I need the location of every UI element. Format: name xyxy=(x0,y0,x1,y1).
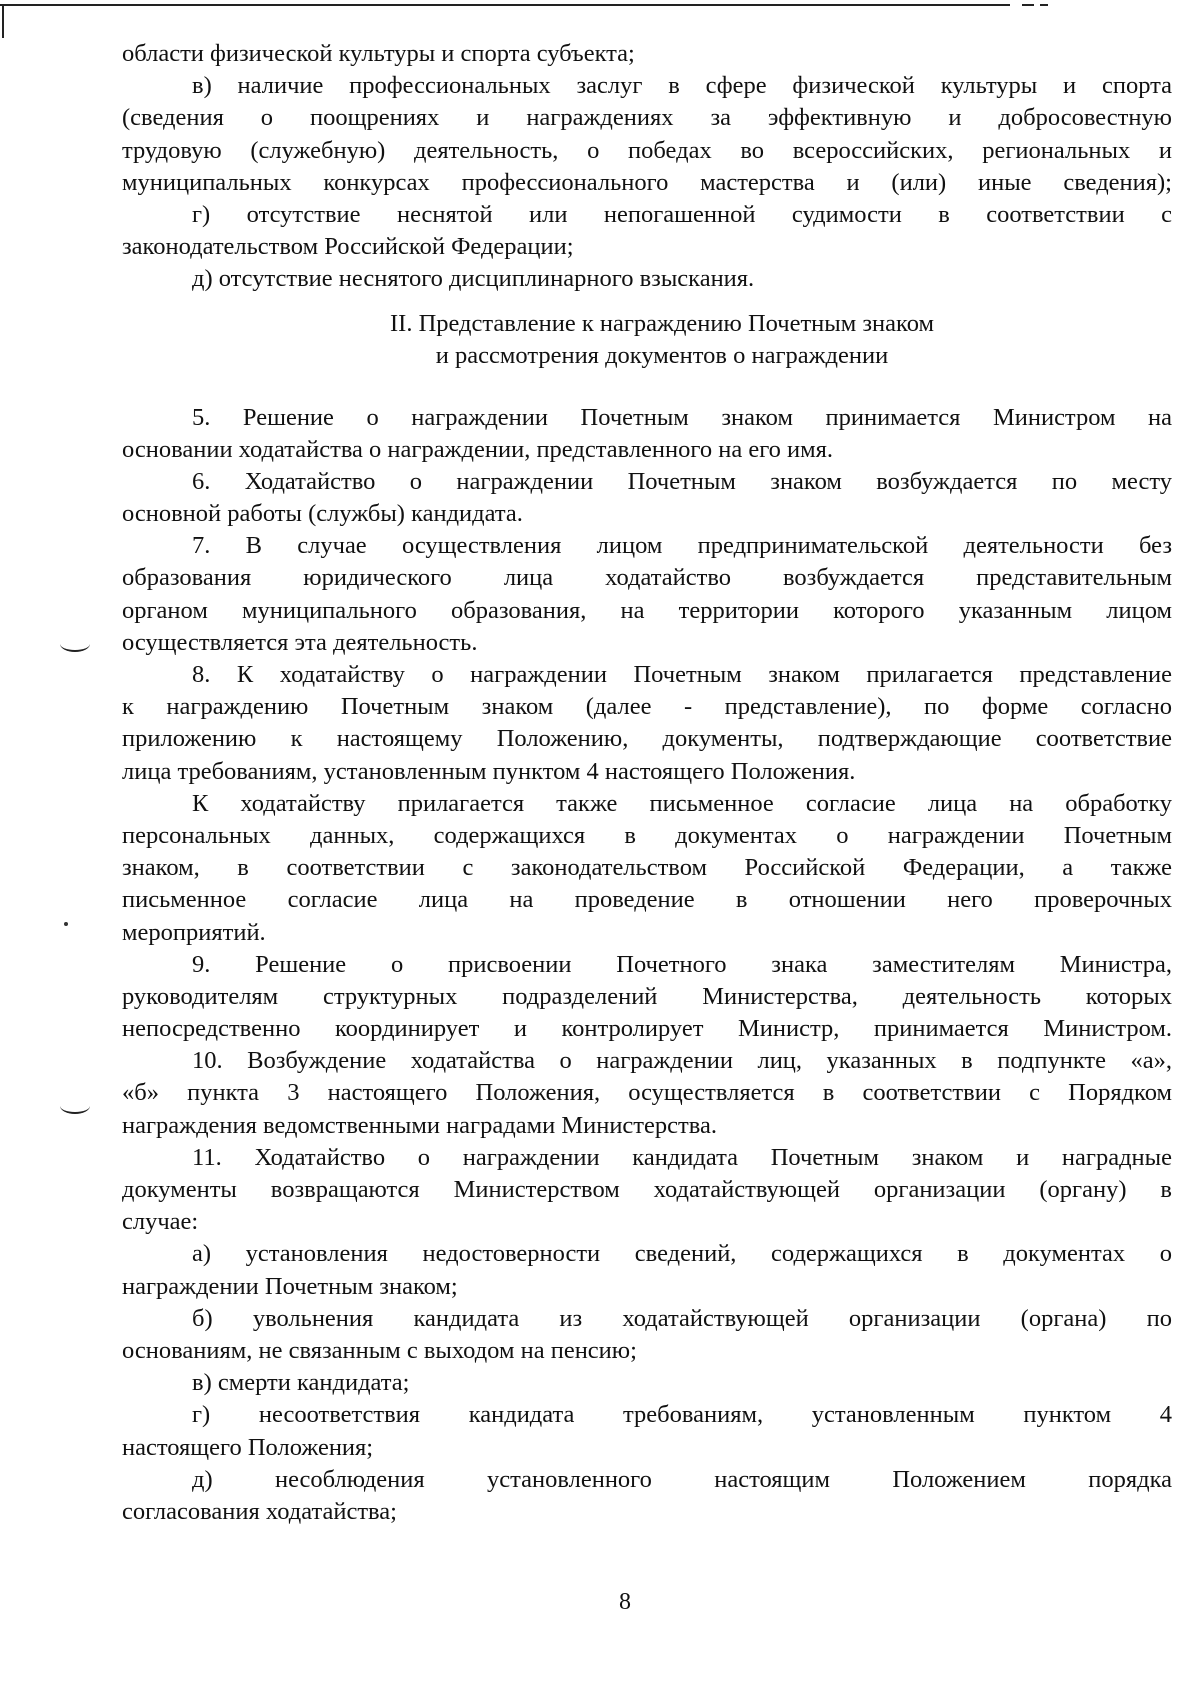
text-line: согласования ходатайства; xyxy=(122,1497,397,1525)
text-line: знаком, в соответствии с законодательством Российской Федерации, а также xyxy=(122,854,1172,882)
text-line: случае: xyxy=(122,1208,199,1236)
text-line: основной работы (службы) кандидата. xyxy=(122,500,523,528)
text-line: мероприятий. xyxy=(122,918,266,946)
text-line: 6. Ходатайство о награждении Почетным знаком возбуждается по месту xyxy=(192,467,1172,495)
text-line: в) смерти кандидата; xyxy=(192,1369,410,1397)
text-line: г) отсутствие неснятой или непогашенной судимости в соответствии с xyxy=(192,200,1172,228)
text-line: г) несоответствия кандидата требованиям, установленным пунктом 4 xyxy=(192,1401,1172,1429)
scan-speck xyxy=(64,922,68,926)
scan-border-left xyxy=(2,4,4,38)
text-line: документы возвращаются Министерством ходатайствующей организации (органу) в xyxy=(122,1176,1172,1203)
text-line: основании ходатайства о награждении, представленного на его имя. xyxy=(122,435,834,463)
text-line: непосредственно координирует и контролирует Министр, принимается Министром. xyxy=(122,1015,1172,1043)
text-line: к награждению Почетным знаком (далее - представление), по форме согласно xyxy=(122,693,1172,721)
text-line: К ходатайству прилагается также письменное согласие лица на обработку xyxy=(192,789,1172,817)
text-line: муниципальных конкурсах профессионального мастерства и (или) иные сведения); xyxy=(122,168,1172,196)
scan-border-top xyxy=(0,4,1010,6)
text-line: области физической культуры и спорта субъекта; xyxy=(122,40,635,67)
text-line: настоящего Положения; xyxy=(122,1433,374,1461)
text-line: (сведения о поощрениях и награждениях за эффективную и добросовестную xyxy=(122,104,1172,132)
scan-border-dash xyxy=(1022,4,1034,6)
text-line: 5. Решение о награждении Почетным знаком принимается Министром на xyxy=(192,403,1172,431)
text-line: приложению к настоящему Положению, документы, подтверждающие соответствие xyxy=(122,725,1172,753)
text-line: б) увольнения кандидата из ходатайствующей организации (органа) по xyxy=(192,1304,1172,1332)
text-line: законодательством Российской Федерации; xyxy=(122,233,574,261)
text-line: письменное согласие лица на проведение в отношении него проверочных xyxy=(122,886,1172,914)
text-line: трудовую (служебную) деятельность, о победах во всероссийских, региональных и xyxy=(122,136,1172,164)
text-line: лица требованиям, установленным пунктом 4 настоящего Положения. xyxy=(122,757,856,785)
section-body xyxy=(122,402,1172,1529)
text-line: 7. В случае осуществления лицом предпринимательской деятельности без xyxy=(192,532,1172,560)
text-line: д) несоблюдения установленного настоящим Положением порядка xyxy=(192,1465,1172,1493)
page-number: 8 xyxy=(619,1589,631,1615)
intro-section xyxy=(122,38,1172,296)
scan-border-dash xyxy=(1040,4,1048,6)
section-heading-line-2: и рассмотрения документов о награждении xyxy=(435,341,889,369)
text-line: в) наличие профессиональных заслуг в сфере физической культуры и спорта xyxy=(192,72,1172,100)
text-line: 9. Решение о присвоении Почетного знака заместителям Министра, xyxy=(192,950,1172,978)
text-line: 11. Ходатайство о награждении кандидата Почетным знаком и наградные xyxy=(192,1143,1172,1171)
text-line: 8. К ходатайству о награждении Почетным знаком прилагается представление xyxy=(192,661,1172,688)
text-line: осуществляется эта деятельность. xyxy=(122,628,478,656)
text-line: основаниям, не связанным с выходом на пенсию; xyxy=(122,1336,637,1364)
text-line: награждении Почетным знаком; xyxy=(122,1272,458,1300)
text-line: д) отсутствие неснятого дисциплинарного взыскания. xyxy=(192,265,755,293)
text-line: образования юридического лица ходатайство возбуждается представительным xyxy=(122,564,1172,592)
text-line: 10. Возбуждение ходатайства о награждении лиц, указанных в подпункте «а», xyxy=(192,1047,1172,1075)
margin-bracket-mark xyxy=(60,1098,90,1114)
text-line: персональных данных, содержащихся в документах о награждении Почетным xyxy=(122,821,1172,849)
text-line: награждения ведомственными наградами Министерства. xyxy=(122,1111,717,1139)
text-line: «б» пункта 3 настоящего Положения, осуществляется в соответствии с Порядком xyxy=(122,1079,1172,1107)
margin-bracket-mark xyxy=(60,636,90,652)
section-heading xyxy=(122,308,1172,372)
document-page xyxy=(122,38,1172,1528)
text-line: органом муниципального образования, на территории которого указанным лицом xyxy=(122,596,1172,624)
text-line: руководителям структурных подразделений Министерства, деятельность которых xyxy=(122,982,1172,1010)
text-line: а) установления недостоверности сведений, содержащихся в документах о xyxy=(192,1240,1172,1268)
section-heading-line-1: II. Представление к награждению Почетным знаком xyxy=(390,309,934,337)
